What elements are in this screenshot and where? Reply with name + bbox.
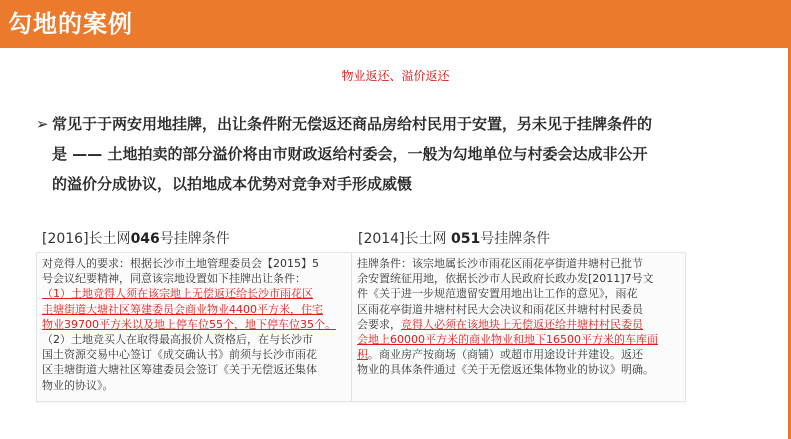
bullet-text-1: 常见于于两安用地挂牌，出让条件附无偿返还商品房给村民用于安置，另未见于挂牌条件的	[52, 115, 653, 133]
right-line-1-text: 挂牌条件：该宗地属长沙市雨花区雨花亭街道井塘村已批节	[357, 257, 643, 270]
right-line-6	[357, 332, 679, 347]
bullet-line-1	[36, 109, 746, 139]
left-line-9: 物业的协议》。	[42, 378, 114, 392]
right-line-3	[357, 286, 679, 301]
slide-subtitle: 物业返还、溢价返还	[341, 69, 450, 83]
arrow-bullet-icon: ➢	[36, 115, 49, 133]
right-line-4-text: 区雨花亭街道井塘村村民大会决议和雨花区井塘村村民委员	[357, 302, 643, 316]
left-line-3-highlight: （1）土地竞得人须在该宗地上无偿返还给长沙市雨花区	[42, 287, 313, 301]
right-line-5	[357, 317, 679, 332]
right-line-7-highlight: 积	[357, 348, 368, 362]
excerpt-divider	[351, 253, 352, 401]
right-line-6-highlight: 会地上60000平方米的商业物业和地下16500平方米的车库面	[357, 333, 658, 347]
right-excerpt	[357, 256, 679, 378]
left-line-7: 国土资源交易中心签订《成交确认书》前须与长沙市雨花	[42, 348, 317, 362]
right-line-7-text: 。商业房产按商场（商铺）或超市用途设计并建设。返还	[368, 348, 643, 362]
left-line-1: 对竞得人的要求：根据长沙市土地管理委员会【2015】5	[42, 257, 319, 270]
right-line-3-text: 件《关于进一步规范遗留安置用地出让工作的意见》，雨花	[357, 287, 638, 301]
left-line-6: （2）土地竞买人在取得最高报价人资格后，在与长沙市	[42, 333, 313, 347]
right-heading-number: 051	[451, 231, 481, 247]
right-line-2	[357, 271, 679, 286]
right-line-8	[357, 362, 679, 377]
right-heading-suffix: 号挂牌条件	[480, 231, 551, 247]
left-heading-suffix: 号挂牌条件	[159, 231, 230, 247]
page-title: 勾地的案例	[8, 10, 133, 38]
right-line-7	[357, 347, 679, 362]
left-line-4-highlight: 圭塘街道大塘社区筹建委员会商业物业4400平方米，住宅	[42, 302, 323, 316]
left-card-heading	[42, 230, 230, 248]
bullet-line-3: 的溢价分成协议，以拍地成本优势对竞争对手形成威慑	[52, 175, 413, 193]
right-line-5-highlight: 竞得人必须在该地块上无偿返还给井塘村村民委员	[401, 317, 643, 331]
right-line-1	[357, 256, 679, 271]
bullet-line-2: 是 —— 土地拍卖的部分溢价将由市财政返给村委会，一般为勾地单位与村委会达成非公开	[52, 145, 648, 163]
left-heading-prefix: [2016]长土网	[42, 231, 131, 247]
left-heading-number: 046	[130, 231, 160, 247]
right-line-8-text: 物业的具体条件通过《关于无偿返还集体物业的协议》明确。	[357, 363, 654, 377]
right-line-5-text: 会要求，	[357, 317, 401, 331]
left-line-8: 区圭塘街道大塘社区筹建委员会签订《关于无偿返还集体	[42, 363, 317, 377]
document-excerpt-frame	[36, 252, 686, 402]
left-line-2: 号会议纪要精神，同意该宗地设置如下挂牌出让条件：	[42, 272, 306, 286]
left-excerpt	[42, 256, 347, 393]
right-line-4	[357, 302, 679, 317]
bullet-paragraph	[36, 109, 746, 199]
right-line-2-text: 余安置统征用地，依据长沙市人民政府长政办发[2011]7号文	[357, 272, 654, 286]
left-line-5-highlight: 物业39700平方米以及地上停车位55个，地下停车位35个。	[42, 317, 336, 331]
right-card-heading	[358, 230, 550, 248]
title-bar	[0, 0, 791, 48]
right-heading-prefix: [2014]长土网	[358, 231, 452, 247]
